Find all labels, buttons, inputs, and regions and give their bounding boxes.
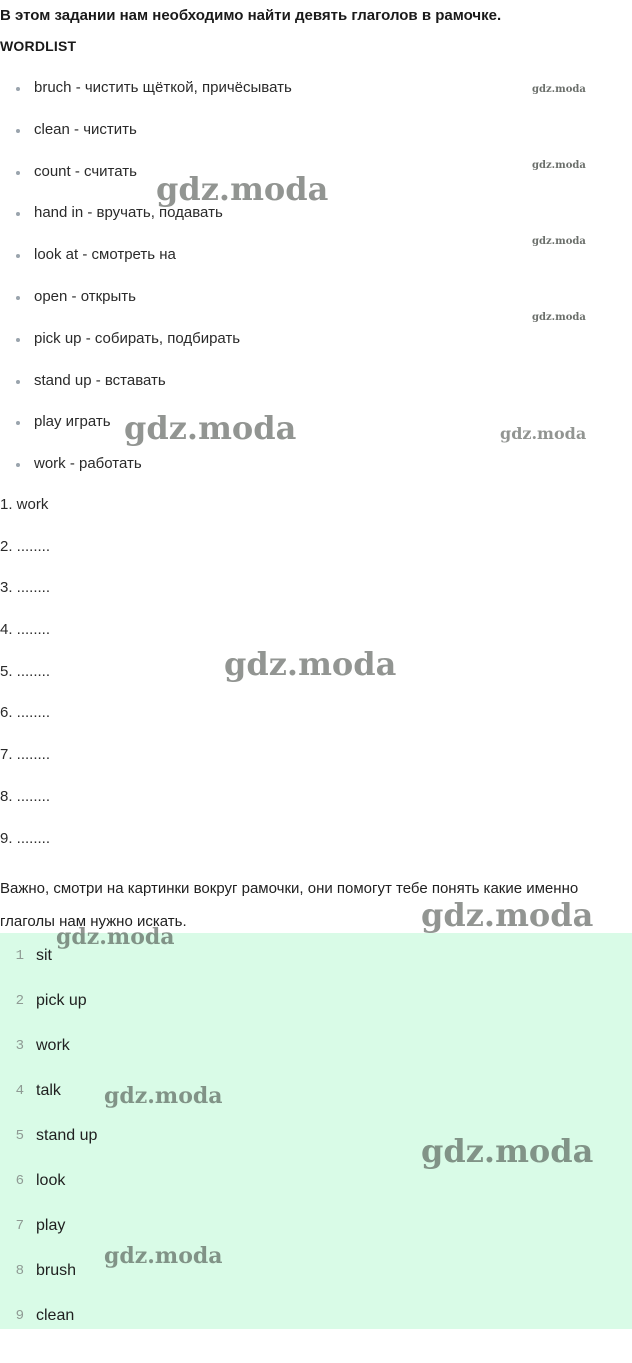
task-intro: В этом задании нам необходимо найти девять глаголов в рамочке. (0, 7, 502, 24)
solution-block (0, 933, 632, 1329)
watermark-logo: gdz.moda (532, 160, 586, 171)
line-number: 9 (15, 1307, 24, 1324)
bullet-icon (16, 254, 20, 258)
list-item-text: work - работать (34, 455, 142, 473)
watermark-logo: gdz.moda (532, 312, 586, 323)
answer-line: 2. ........ (0, 537, 51, 555)
solution-word: sit (36, 946, 52, 964)
list-item-text: count - считать (34, 162, 137, 180)
answer-line: 3. ........ (0, 579, 51, 597)
line-number: 6 (15, 1172, 24, 1189)
wordlist-heading: WORDLIST (0, 38, 77, 54)
line-number: 1 (15, 947, 24, 964)
bullet-icon (16, 129, 20, 133)
solution-word: clean (36, 1306, 75, 1324)
line-number: 5 (15, 1127, 24, 1144)
line-number: 2 (15, 992, 24, 1009)
watermark-logo: gdz.moda (500, 424, 587, 443)
bullet-icon (16, 338, 20, 342)
watermark-logo: gdz.moda (532, 236, 586, 247)
list-item (0, 372, 632, 414)
watermark-logo: gdz.moda (421, 1132, 594, 1170)
watermark-logo: gdz.moda (421, 896, 594, 934)
list-item-text: bruch - чистить щёткой, причёсывать (34, 79, 292, 96)
list-item-text: stand up - вставать (34, 371, 166, 389)
bullet-icon (16, 421, 20, 425)
solution-word: pick up (36, 991, 87, 1009)
solution-word: look (36, 1171, 66, 1189)
solution-row (0, 1203, 632, 1248)
line-number: 4 (15, 1082, 24, 1099)
watermark-logo: gdz.moda (532, 84, 586, 95)
list-item-text: clean - чистить (34, 120, 137, 138)
bullet-icon (16, 212, 20, 216)
solution-row (0, 978, 632, 1023)
solution-row (0, 1068, 632, 1113)
answer-line: 8. ........ (0, 787, 51, 805)
solution-word: play (36, 1216, 66, 1234)
line-number: 3 (15, 1037, 24, 1054)
watermark-logo: gdz.moda (156, 170, 329, 208)
bullet-icon (16, 380, 20, 384)
hint-note: Важно, смотри на картинки вокруг рамочки, они помогут тебе понять какие именно глаголы нам нужно искать. (0, 880, 579, 930)
answer-line: 9. ........ (0, 829, 51, 847)
list-item (0, 330, 632, 372)
watermark-logo: gdz.moda (224, 645, 397, 683)
watermark-logo: gdz.moda (104, 1083, 223, 1109)
list-item-text: play играть (34, 413, 111, 431)
list-item (0, 455, 632, 497)
bullet-icon (16, 87, 20, 91)
solution-word: work (36, 1036, 70, 1054)
watermark-logo: gdz.moda (104, 1243, 223, 1269)
answer-line: 4. ........ (0, 621, 51, 639)
list-item-text: pick up - собирать, подбирать (34, 329, 241, 347)
answer-line: 7. ........ (0, 746, 51, 764)
bullet-icon (16, 296, 20, 300)
answer-lines (0, 496, 632, 871)
answer-line: 1. work (0, 496, 49, 513)
list-item (0, 246, 632, 288)
answer-line: 6. ........ (0, 704, 51, 722)
solution-word: stand up (36, 1126, 98, 1144)
bullet-icon (16, 463, 20, 467)
list-item (0, 121, 632, 163)
bullet-icon (16, 171, 20, 175)
list-item-text: look at - смотреть на (34, 246, 176, 264)
solution-row (0, 1248, 632, 1293)
solution-row (0, 1293, 632, 1338)
solution-row (0, 1023, 632, 1068)
list-item-text: hand in - вручать, подавать (34, 204, 223, 222)
solution-word: talk (36, 1081, 61, 1099)
list-item (0, 288, 632, 330)
line-number: 8 (15, 1262, 24, 1279)
line-number: 7 (15, 1217, 24, 1234)
list-item-text: open - открыть (34, 287, 136, 305)
watermark-logo: gdz.moda (124, 409, 297, 447)
solution-word: brush (36, 1261, 77, 1279)
watermark-logo: gdz.moda (56, 924, 175, 950)
answer-line: 5. ........ (0, 662, 51, 680)
